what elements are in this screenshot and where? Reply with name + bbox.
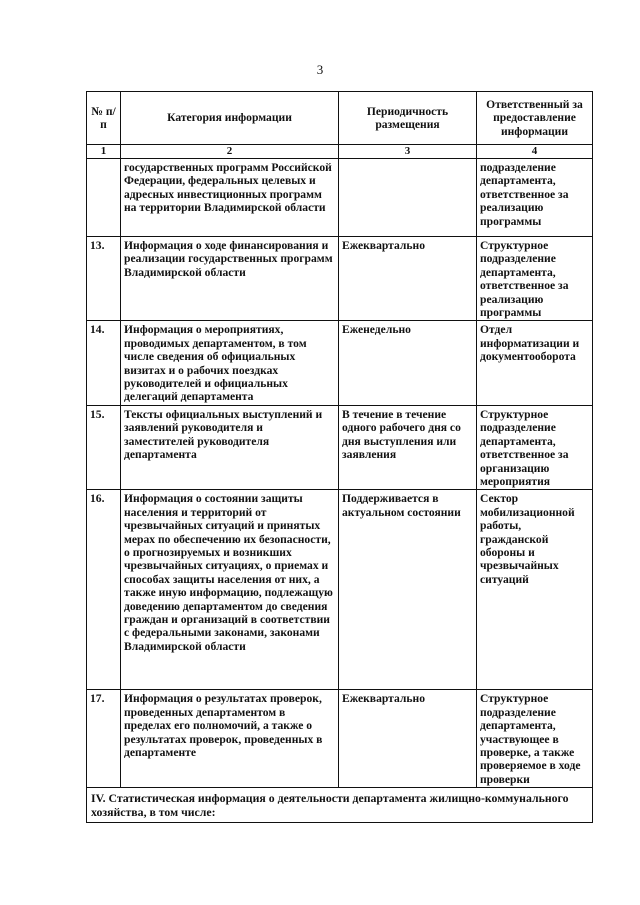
row-periodicity: Ежеквартально — [339, 690, 477, 788]
header-category: Категория информации — [121, 92, 339, 145]
column-index-row — [87, 145, 593, 159]
table-row — [87, 405, 593, 489]
page-number: 3 — [316, 62, 324, 77]
table-row — [87, 321, 593, 405]
row-periodicity: Поддерживается в актуальном состоянии — [339, 490, 477, 690]
column-index-1: 1 — [87, 145, 121, 159]
row-responsible: Структурное подразделение департамента, ответственное за реализацию программы — [477, 237, 593, 321]
row-periodicity: Еженедельно — [339, 321, 477, 405]
row-number: 13. — [87, 237, 121, 321]
row-responsible: подразделение департамента, ответственное за реализацию программы — [477, 159, 593, 237]
row-periodicity: Ежеквартально — [339, 237, 477, 321]
row-category: Информация о состоянии защиты населения и территорий от чрезвычайных ситуаций и принятых мерах по обеспечению их безопасности, о прогнозируемых и возникших чрезвычайных ситуациях, о приемах и способах защиты населения от них, а также иную информацию, подлежащую доведению департаментом до сведения граждан и организаций в соответствии с федеральными законами, законами Владимирской области — [121, 490, 339, 690]
row-number: 14. — [87, 321, 121, 405]
row-category: Тексты официальных выступлений и заявлений руководителя и заместителей руководителя департамента — [121, 405, 339, 489]
row-responsible: Структурное подразделение департамента, участвующее в проверке, а также проверяемое в ходе проверки — [477, 690, 593, 788]
column-index-4: 4 — [477, 145, 593, 159]
table-row — [87, 237, 593, 321]
section-heading-row — [87, 788, 593, 823]
table-row — [87, 159, 593, 237]
row-category: Информация о мероприятиях, проводимых департаментом, в том числе сведения об официальных визитах и о рабочих поездках руководителей и официальных делегаций департамента — [121, 321, 339, 405]
row-number: 17. — [87, 690, 121, 788]
row-periodicity — [339, 159, 477, 237]
header-periodicity: Периодичность размещения — [339, 92, 477, 145]
table-row — [87, 690, 593, 788]
row-periodicity: В течение в течение одного рабочего дня со дня выступления или заявления — [339, 405, 477, 489]
row-category: Информация о ходе финансирования и реализации государственных программ Владимирской области — [121, 237, 339, 321]
row-number: 15. — [87, 405, 121, 489]
row-number: 16. — [87, 490, 121, 690]
header-number: № п/п — [87, 92, 121, 145]
row-responsible: Сектор мобилизационной работы, гражданской обороны и чрезвычайных ситуаций — [477, 490, 593, 690]
row-responsible: Отдел информатизации и документооборота — [477, 321, 593, 405]
section-heading: IV. Статистическая информация о деятельности департамента жилищно-коммунального хозяйства, в том числе: — [87, 788, 593, 823]
header-responsible: Ответственный за предоставление информации — [477, 92, 593, 145]
table-row — [87, 490, 593, 690]
table-header-row — [87, 92, 593, 145]
row-responsible: Структурное подразделение департамента, ответственное за организацию мероприятия — [477, 405, 593, 489]
column-index-2: 2 — [121, 145, 339, 159]
information-table — [86, 91, 593, 823]
row-category: государственных программ Российской Федерации, федеральных целевых и адресных инвестиционных программ на территории Владимирской области — [121, 159, 339, 237]
row-number — [87, 159, 121, 237]
row-category: Информация о результатах проверок, проведенных департаментом в пределах его полномочий, а также о результатах проверок, проведенных в департаменте — [121, 690, 339, 788]
column-index-3: 3 — [339, 145, 477, 159]
